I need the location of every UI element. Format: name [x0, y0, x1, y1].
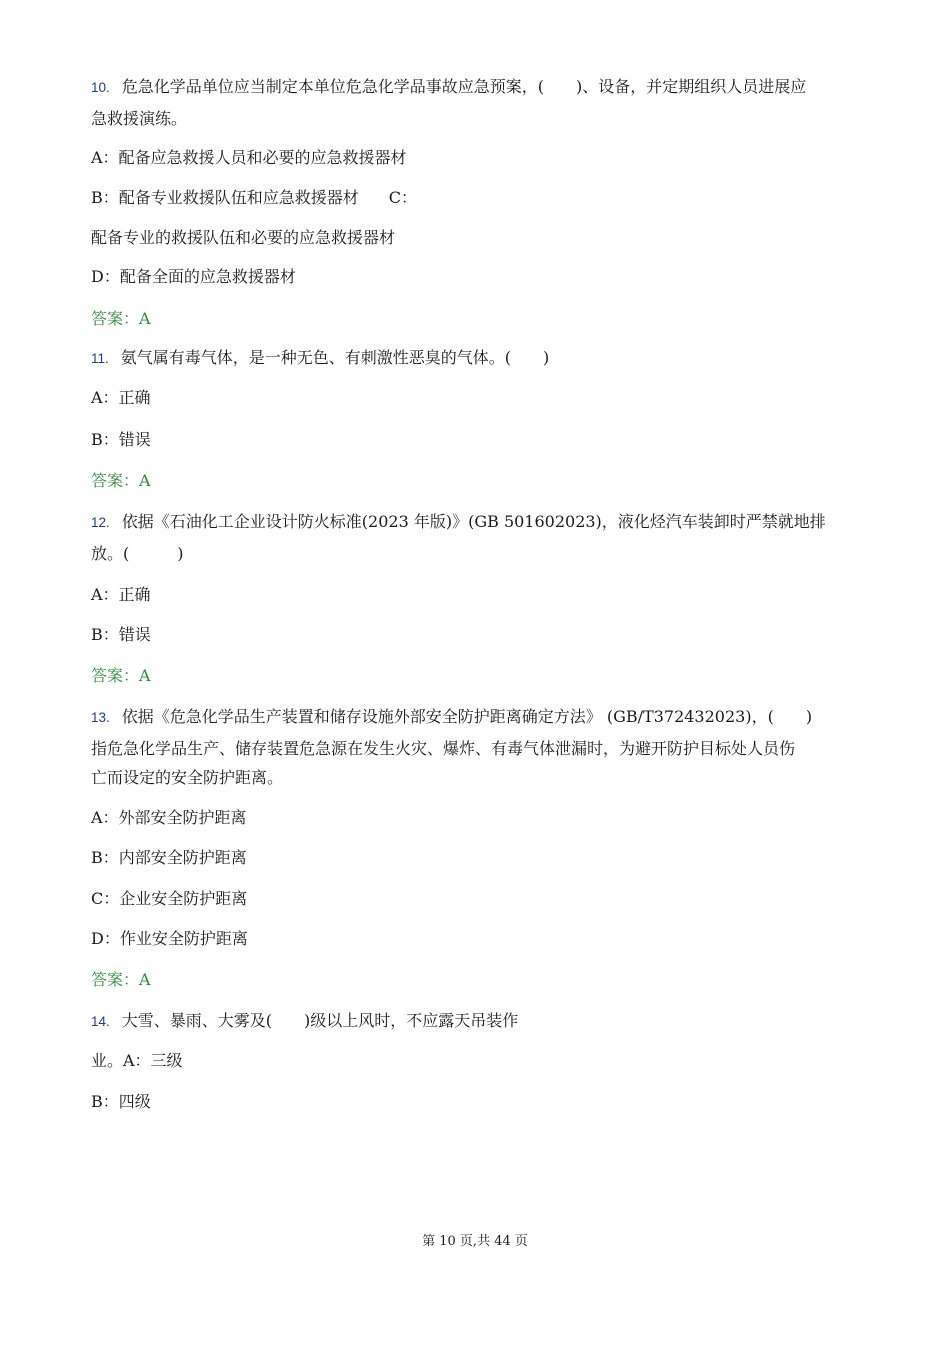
question-number: 13. — [91, 710, 110, 725]
question-text: 大雪、暴雨、大雾及( )级以上风时，不应露天吊装作 — [121, 1011, 519, 1030]
question-text: 危急化学品单位应当制定本单位危急化学品事故应急预案，( )、设备，并定期组织人员进展应 — [121, 77, 807, 96]
option-a: A：正确 — [91, 585, 151, 604]
question-14-line-1 — [91, 1011, 518, 1032]
option-b: B：四级 — [91, 1092, 151, 1111]
question-10-line-2: 急救援演练。 — [91, 109, 188, 128]
option-b: B：错误 — [91, 625, 151, 644]
question-number: 12. — [91, 515, 110, 530]
option-b: B：错误 — [91, 430, 151, 449]
question-10-line-1 — [91, 77, 806, 98]
option-b: B：内部安全防护距离 — [91, 848, 247, 867]
question-text: 氨气属有毒气体，是一种无色、有刺激性恶臭的气体。( ) — [120, 348, 550, 367]
question-13-line-3: 亡而设定的安全防护距离。 — [91, 768, 284, 787]
question-11-line-1 — [91, 348, 549, 369]
option-a: A：正确 — [91, 388, 151, 407]
question-12-line-2: 放。( ) — [91, 544, 184, 563]
question-number: 11. — [91, 351, 109, 366]
option-b: B：配备专业救援队伍和应急救援器材 — [91, 188, 359, 207]
question-number: 10. — [91, 80, 110, 95]
question-14-line-2: 业。A：三级 — [91, 1051, 183, 1070]
option-c-text: 配备专业的救援队伍和必要的应急救援器材 — [91, 228, 396, 247]
page-footer: 第 10 页,共 44 页 — [422, 1234, 528, 1249]
question-text: 依据《危急化学品生产装置和储存设施外部安全防护距离确定方法》 (GB/T372432023)，( ) — [121, 707, 813, 726]
answer: 答案：A — [91, 471, 151, 490]
option-b-line — [91, 188, 417, 208]
option-a: A：配备应急救援人员和必要的应急救援器材 — [91, 148, 407, 167]
question-text: 依据《石油化工企业设计防火标准(2023 年版)》(GB 501602023)，液化烃汽车装卸时严禁就地排 — [121, 512, 826, 531]
question-number: 14. — [91, 1014, 110, 1029]
answer: 答案：A — [91, 666, 151, 685]
answer: 答案：A — [91, 970, 151, 989]
answer: 答案：A — [91, 309, 151, 328]
option-c: C：企业安全防护距离 — [91, 889, 248, 908]
option-a: A：外部安全防护距离 — [91, 808, 247, 827]
option-d: D：配备全面的应急救援器材 — [91, 267, 296, 286]
question-13-line-2: 指危急化学品生产、储存装置危急源在发生火灾、爆炸、有毒气体泄漏时，为避开防护目标处人员伤 — [91, 739, 796, 758]
question-12-line-1 — [91, 512, 826, 533]
option-d: D：作业安全防护距离 — [91, 929, 248, 948]
question-13-line-1 — [91, 707, 812, 728]
option-c-label: C： — [388, 188, 418, 207]
